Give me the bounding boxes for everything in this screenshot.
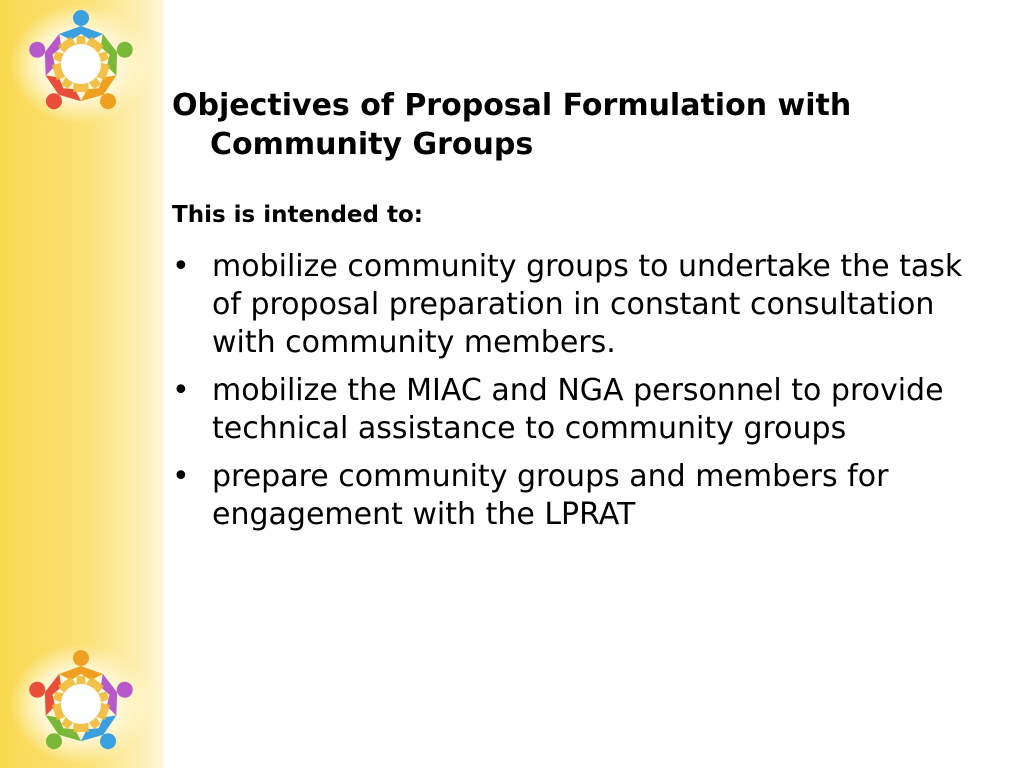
bullet-icon: • bbox=[172, 459, 190, 494]
list-item bbox=[172, 248, 992, 362]
list-item bbox=[172, 458, 992, 534]
slide-title: Objectives of Proposal Formulation with Community Groups bbox=[172, 88, 852, 162]
bullet-icon: • bbox=[172, 373, 190, 408]
list-item-text: prepare community groups and members for engagement with the LPRAT bbox=[212, 459, 889, 532]
list-item-text: mobilize the MIAC and NGA personnel to provide technical assistance to community groups bbox=[212, 373, 944, 446]
decorative-sidebar bbox=[0, 0, 163, 768]
bullet-list bbox=[172, 248, 992, 534]
slide-intro: This is intended to: bbox=[172, 202, 423, 228]
people-ring-icon bbox=[6, 2, 156, 128]
people-ring-icon bbox=[6, 640, 156, 766]
slide-content bbox=[172, 86, 992, 544]
list-item-text: mobilize community groups to undertake the task of proposal preparation in constant consultation with community members. bbox=[212, 249, 963, 360]
bullet-icon: • bbox=[172, 249, 190, 284]
list-item bbox=[172, 372, 992, 448]
